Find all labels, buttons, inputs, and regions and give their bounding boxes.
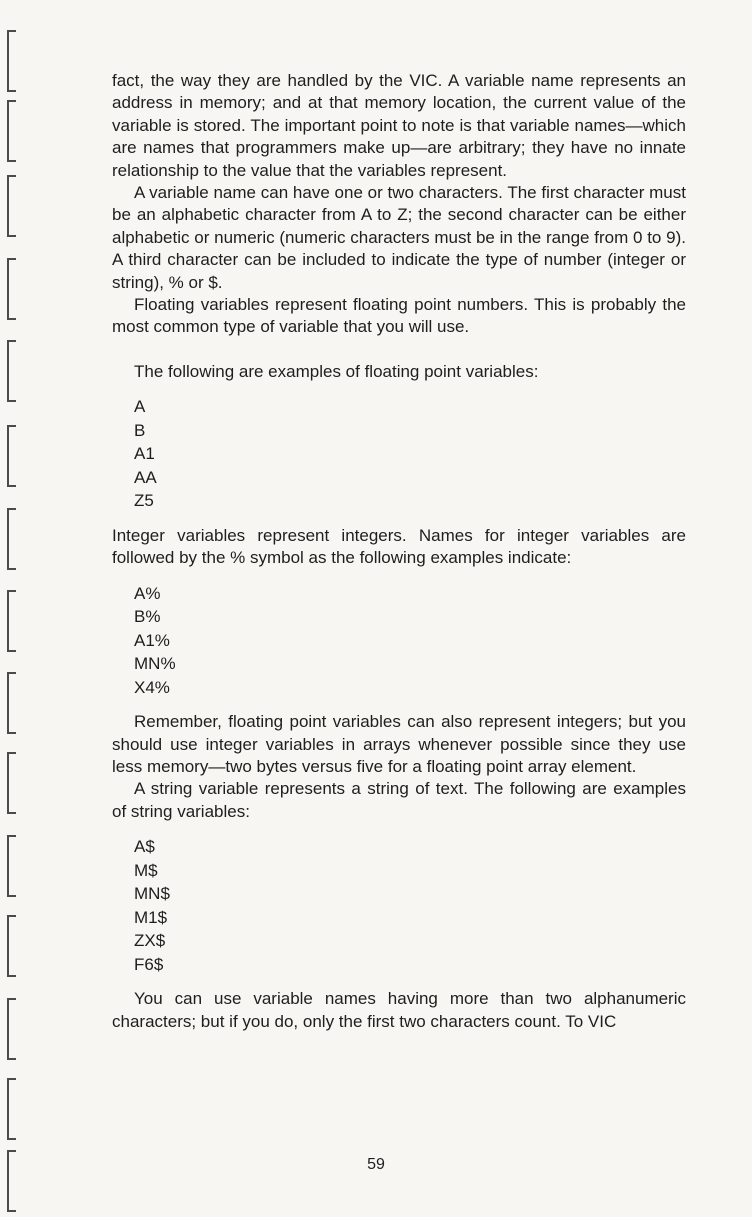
list-item: M$ <box>134 860 158 880</box>
paragraph-string: A string variable represents a string of text. The following are examples of string variables: <box>112 779 686 821</box>
binder-mark <box>7 590 16 652</box>
binder-mark <box>7 1078 16 1140</box>
paragraph-long-names: You can use variable names having more than two alphanumeric characters; but if you do, only the first two characters count. To VIC <box>112 989 686 1031</box>
paragraph-intro: fact, the way they are handled by the VIC. A variable name represents an address in memory; and at that memory location, the current value of the variable is stored. The important point to note is that variable names—which are names that programmers make up—are arbitrary; they have no innate relationship to the value that the variables represent. <box>112 71 686 180</box>
string-examples-list <box>112 835 686 976</box>
list-item: B <box>134 420 146 440</box>
binder-mark <box>7 508 16 570</box>
paragraph-remember: Remember, floating point variables can also represent integers; but you should use integer variables in arrays whenever possible since they use less memory—two bytes versus five for a floating point array element. <box>112 712 686 776</box>
list-item: A1% <box>134 630 170 650</box>
binder-mark <box>7 30 16 92</box>
list-item: AA <box>134 467 157 487</box>
list-item: B% <box>134 607 161 627</box>
paragraph-floating-examples-intro: The following are examples of floating point variables: <box>134 361 539 381</box>
list-item: ZX$ <box>134 931 166 951</box>
paragraph-name-rules: A variable name can have one or two characters. The first character must be an alphabetic character from A to Z; the second character can be either alphabetic or numeric (numeric characters must be in the range from 0 to 9). A third character can be included to indicate the type of number (integer or string), % or $. <box>112 183 686 292</box>
integer-examples-list <box>112 582 686 700</box>
binder-mark <box>7 175 16 237</box>
list-item: MN$ <box>134 884 170 904</box>
binder-mark <box>7 340 16 402</box>
page-body <box>112 70 686 1033</box>
binder-mark <box>7 998 16 1060</box>
paragraph-integer: Integer variables represent integers. Names for integer variables are followed by the % symbol as the following examples indicate: <box>112 525 686 568</box>
binder-mark <box>7 100 16 162</box>
list-item: A1 <box>134 444 155 464</box>
floating-examples-list <box>112 395 686 513</box>
binder-mark <box>7 752 16 814</box>
list-item: MN% <box>134 654 176 674</box>
binder-mark <box>7 672 16 734</box>
list-item: Z5 <box>134 491 154 511</box>
binder-mark <box>7 915 16 977</box>
binder-mark <box>7 835 16 897</box>
paragraph-floating: Floating variables represent floating point numbers. This is probably the most common type of variable that you will use. <box>112 295 686 337</box>
binder-mark <box>7 425 16 487</box>
list-item: A% <box>134 583 161 603</box>
list-item: X4% <box>134 677 170 697</box>
binder-mark <box>7 258 16 320</box>
list-item: M1$ <box>134 907 168 927</box>
list-item: F6$ <box>134 954 164 974</box>
page-number: 59 <box>367 1156 385 1173</box>
list-item: A <box>134 397 146 417</box>
list-item: A$ <box>134 837 155 857</box>
